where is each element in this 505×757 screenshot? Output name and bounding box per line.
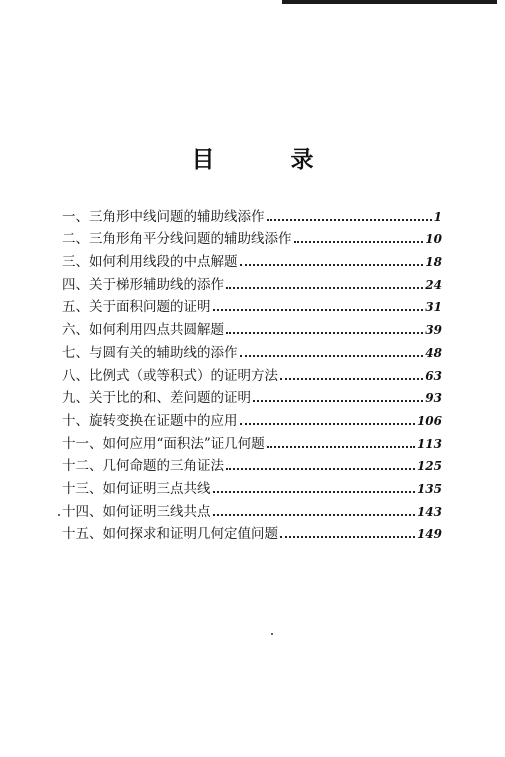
toc-entry-label: 八、比例式（或等积式）的证明方法 [62, 367, 278, 384]
toc-entry[interactable] [62, 248, 442, 271]
toc-entry[interactable] [62, 226, 442, 249]
toc-entry-label: 三、如何利用线段的中点解题 [62, 254, 238, 271]
dot-leader [226, 287, 423, 289]
dot-leader [240, 423, 415, 425]
toc-entry-label: 十五、如何探求和证明几何定值问题 [62, 526, 278, 543]
dot-leader [253, 400, 423, 402]
toc-page-number: 10 [425, 232, 442, 247]
toc-page-number: 125 [416, 459, 442, 474]
dot-leader [240, 264, 424, 266]
toc-page-number: 106 [416, 413, 442, 428]
top-edge-rule [282, 0, 497, 4]
dot-leader [226, 468, 415, 470]
table-of-contents [62, 203, 442, 543]
toc-entry-label: 七、与圆有关的辅助线的添作 [62, 344, 238, 361]
scan-speck [58, 514, 60, 516]
toc-entry[interactable] [62, 271, 442, 294]
dot-leader [267, 446, 415, 448]
toc-entry[interactable] [62, 385, 442, 408]
toc-page-number: 48 [425, 345, 442, 360]
toc-page-number: 149 [416, 527, 442, 542]
toc-entry[interactable] [62, 316, 442, 339]
toc-entry[interactable] [62, 475, 442, 498]
page-title: 目 录 [191, 146, 348, 174]
toc-entry[interactable] [62, 453, 442, 476]
toc-entry[interactable] [62, 498, 442, 521]
toc-entry[interactable] [62, 203, 442, 226]
dot-leader [213, 491, 415, 493]
dot-leader [226, 332, 423, 334]
toc-entry-label: 五、关于面积问题的证明 [62, 299, 211, 316]
toc-entry-label: 六、如何利用四点共圆解题 [62, 322, 224, 339]
toc-entry-label: 九、关于比的和、差问题的证明 [62, 390, 251, 407]
toc-entry[interactable] [62, 294, 442, 317]
toc-entry-label: 四、关于梯形辅助线的添作 [62, 276, 224, 293]
scan-speck [271, 633, 273, 635]
dot-leader [280, 378, 423, 380]
toc-entry-label: 二、三角形角平分线问题的辅助线添作 [62, 231, 292, 248]
toc-entry[interactable] [62, 407, 442, 430]
toc-entry[interactable] [62, 521, 442, 544]
toc-page-number: 135 [416, 481, 442, 496]
toc-entry[interactable] [62, 339, 442, 362]
toc-page-number: 31 [425, 300, 442, 315]
toc-entry[interactable] [62, 430, 442, 453]
toc-entry[interactable] [62, 362, 442, 385]
toc-entry-label: 十四、如何证明三线共点 [62, 503, 211, 520]
toc-page-number: 39 [425, 323, 442, 338]
dot-leader [280, 536, 415, 538]
dot-leader [213, 309, 424, 311]
toc-entry-label: 十、旋转变换在证题中的应用 [62, 412, 238, 429]
toc-page-number: 18 [425, 255, 442, 270]
toc-page-number: 24 [425, 277, 442, 292]
toc-page-number: 113 [416, 436, 442, 451]
dot-leader [240, 355, 424, 357]
dot-leader [294, 241, 424, 243]
toc-entry-label: 十三、如何证明三点共线 [62, 480, 211, 497]
toc-page-number: 93 [425, 391, 442, 406]
toc-entry-label: 一、三角形中线问题的辅助线添作 [62, 208, 265, 225]
dot-leader [267, 219, 432, 221]
toc-page-number: 143 [416, 504, 442, 519]
toc-entry-label: 十二、几何命题的三角证法 [62, 458, 224, 475]
toc-entry-label: 十一、如何应用“面积法”证几何题 [62, 435, 265, 452]
dot-leader [213, 514, 415, 516]
toc-page-number: 63 [425, 368, 442, 383]
toc-page-number: 1 [433, 209, 442, 224]
